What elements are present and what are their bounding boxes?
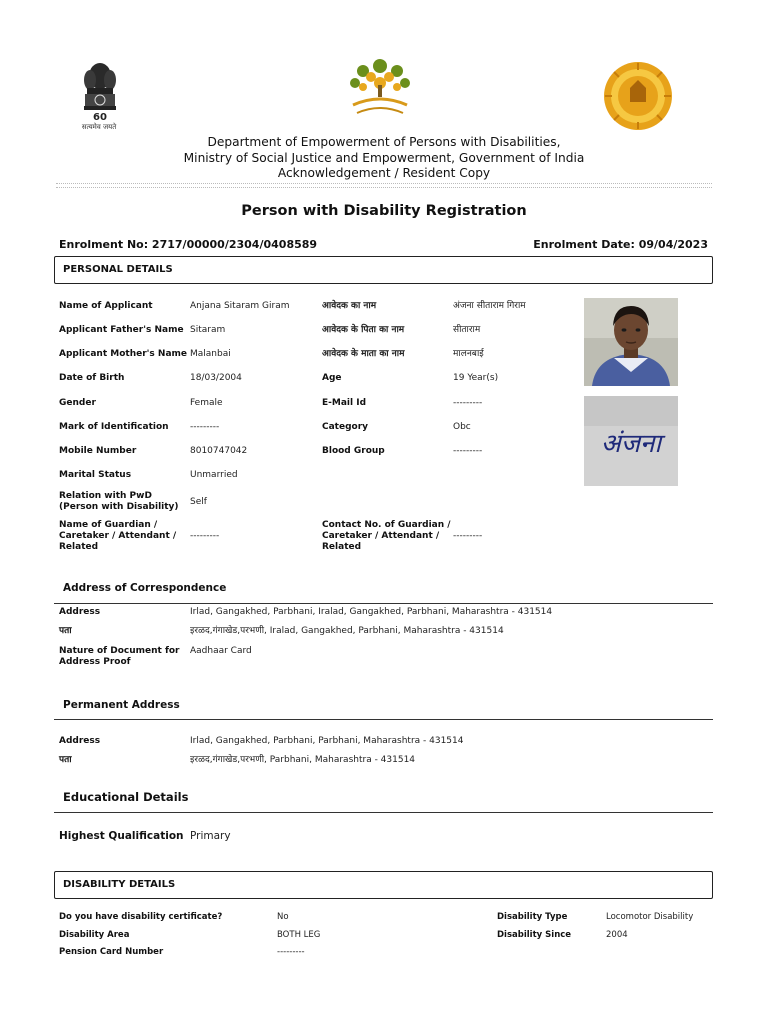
department-header: [0, 135, 768, 182]
marital-status-label: Marital Status: [59, 470, 132, 480]
permanent-address-label: Address: [59, 736, 101, 746]
guardian-name-value: ---------: [190, 531, 220, 541]
address-proof-label: [59, 646, 179, 668]
divider: [56, 187, 712, 188]
mother-name-hindi-label: आवेदक के माता का नाम: [322, 349, 405, 359]
department-line-1: Department of Empowerment of Persons with Disabilities,: [207, 135, 561, 149]
guardian-label-line-1: Name of Guardian /: [59, 520, 158, 530]
father-name-hindi-label: आवेदक के पिता का नाम: [322, 325, 405, 335]
mother-name-hindi-value: मालनबाई: [453, 349, 484, 359]
category-label: Category: [322, 422, 369, 432]
relation-label: [59, 491, 179, 513]
guardian-label-line-2: Caretaker / Attendant /: [59, 531, 177, 541]
qualification-value: Primary: [190, 830, 231, 842]
correspondence-address-hindi-label: पता: [59, 626, 72, 636]
address-proof-label-line-2: Address Proof: [59, 657, 131, 667]
email-label: E-Mail Id: [322, 398, 367, 408]
email-value: ---------: [453, 398, 483, 408]
identification-mark-value: ---------: [190, 422, 220, 432]
permanent-address-heading: Permanent Address: [63, 699, 180, 711]
address-proof-value: Aadhaar Card: [190, 646, 252, 656]
father-name-label: Applicant Father's Name: [59, 325, 184, 335]
applicant-photo: [584, 298, 678, 386]
signature-text: अंजना: [600, 429, 662, 459]
name-label: Name of Applicant: [59, 301, 153, 311]
father-name-hindi-value: सीताराम: [453, 325, 481, 335]
sugamya-bharat-logo: [343, 57, 417, 121]
certificate-value: No: [277, 912, 289, 922]
divider: [54, 719, 713, 720]
disability-since-value: 2004: [606, 930, 628, 940]
mother-name-value: Malanbai: [190, 349, 231, 359]
guardian-name-label: [59, 520, 176, 553]
guardian-contact-label: [322, 520, 451, 553]
divider: [56, 183, 712, 184]
certificate-label: Do you have disability certificate?: [59, 912, 223, 922]
address-proof-label-line-1: Nature of Document for: [59, 646, 180, 656]
relation-label-line-1: Relation with PwD: [59, 491, 152, 501]
name-value: Anjana Sitaram Giram: [190, 301, 290, 311]
mobile-label: Mobile Number: [59, 446, 137, 456]
pension-card-label: Pension Card Number: [59, 947, 164, 957]
guardian-contact-value: ---------: [453, 531, 483, 541]
page-title: Person with Disability Registration: [241, 203, 527, 219]
relation-label-line-2: (Person with Disability): [59, 502, 179, 512]
disability-type-value: Locomotor Disability: [606, 912, 694, 922]
qualification-label: Highest Qualification: [59, 830, 184, 842]
mobile-value: 8010747042: [190, 446, 248, 456]
disability-details-heading: DISABILITY DETAILS: [54, 871, 713, 899]
category-value: Obc: [453, 422, 471, 432]
education-heading: Educational Details: [63, 790, 189, 804]
blood-group-label: Blood Group: [322, 446, 385, 456]
contact-label-line-2: Caretaker / Attendant /: [322, 531, 440, 541]
permanent-address-hindi-label: पता: [59, 755, 72, 765]
correspondence-address-label: Address: [59, 607, 101, 617]
disability-area-label: Disability Area: [59, 930, 130, 940]
dob-value: 18/03/2004: [190, 373, 242, 383]
marital-status-value: Unmarried: [190, 470, 238, 480]
relation-value: Self: [190, 497, 207, 507]
pension-card-value: ---------: [277, 947, 305, 957]
correspondence-heading: Address of Correspondence: [63, 582, 227, 594]
department-line-3: Acknowledgement / Resident Copy: [277, 166, 491, 180]
permanent-address-hindi-value: इरळद,गंगाखेड,परभणी, Parbhani, Maharashtra - 431514: [190, 755, 416, 765]
department-line-2: Ministry of Social Justice and Empowerment, Government of India: [183, 150, 585, 165]
maharashtra-seal-logo: [600, 60, 676, 132]
dob-label: Date of Birth: [59, 373, 125, 383]
enrolment-number: Enrolment No: 2717/00000/2304/0408589: [59, 238, 318, 251]
personal-details-heading: PERSONAL DETAILS: [54, 256, 713, 284]
age-value: 19 Year(s): [453, 373, 499, 383]
svg-text:60: 60: [93, 112, 107, 123]
age-label: Age: [322, 373, 342, 383]
gender-label: Gender: [59, 398, 96, 408]
blood-group-value: ---------: [453, 446, 483, 456]
mother-name-label: Applicant Mother's Name: [59, 349, 187, 359]
guardian-label-line-3: Related: [59, 542, 99, 552]
gender-value: Female: [190, 398, 223, 408]
name-hindi-label: आवेदक का नाम: [322, 301, 377, 311]
disability-type-label: Disability Type: [497, 912, 568, 922]
divider: [54, 812, 713, 813]
divider: [54, 603, 713, 604]
disability-since-label: Disability Since: [497, 930, 572, 940]
correspondence-address-value: Irlad, Gangakhed, Parbhani, Iralad, Gangakhed, Parbhani, Maharashtra - 431514: [190, 607, 553, 617]
motto-text: सत्यमेव जयते: [81, 123, 117, 131]
applicant-signature: [584, 396, 678, 486]
permanent-address-value: Irlad, Gangakhed, Parbhani, Parbhani, Maharashtra - 431514: [190, 736, 464, 746]
identification-mark-label: Mark of Identification: [59, 422, 169, 432]
name-hindi-value: अंजना सीताराम गिराम: [453, 301, 526, 311]
father-name-value: Sitaram: [190, 325, 226, 335]
enrolment-date: Enrolment Date: 09/04/2023: [533, 238, 708, 251]
contact-label-line-1: Contact No. of Guardian /: [322, 520, 451, 530]
contact-label-line-3: Related: [322, 542, 362, 552]
disability-area-value: BOTH LEG: [277, 930, 321, 940]
correspondence-address-hindi-value: इरळद,गंगाखेड,परभणी, Iralad, Gangakhed, Parbhani, Maharashtra - 431514: [190, 626, 504, 636]
